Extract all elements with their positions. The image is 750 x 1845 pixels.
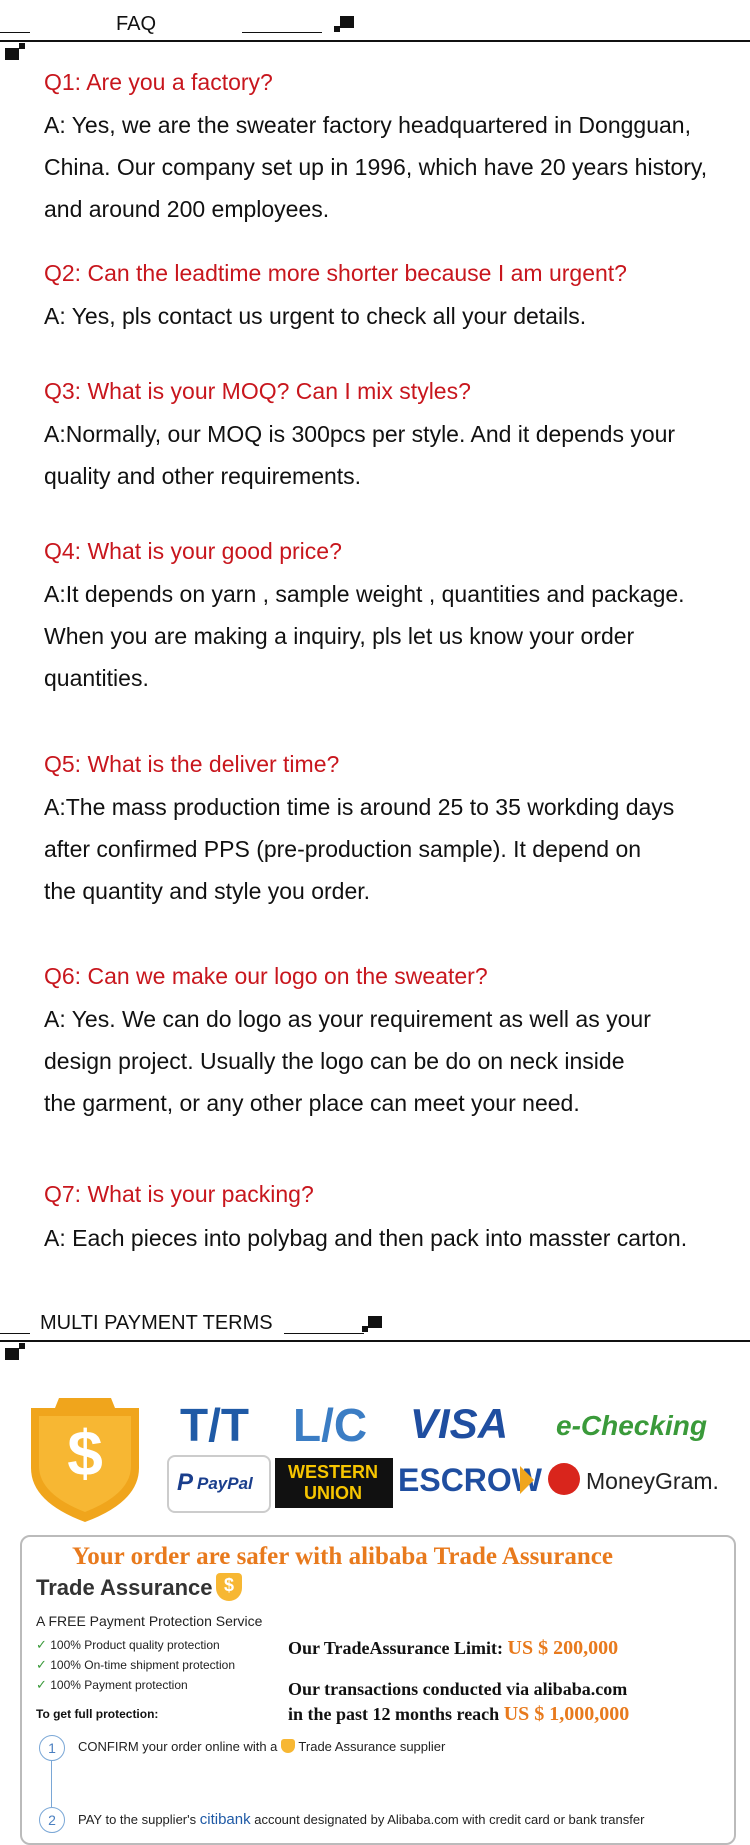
shield-symbol: $ <box>67 1417 103 1489</box>
ta-check-item: ✓ 100% Product quality protection <box>36 1637 220 1652</box>
tt-logo: T/T <box>180 1399 249 1451</box>
header-rule <box>0 40 750 42</box>
corner-block-icon <box>334 26 340 32</box>
corner-block-icon <box>368 1316 382 1328</box>
faq-answer-line: the quantity and style you order. <box>44 878 371 904</box>
escrow-arrow-icon <box>520 1466 534 1494</box>
paypal-logo <box>167 1455 271 1513</box>
ta-headline: Your order are safer with alibaba Trade Assurance <box>72 1543 613 1570</box>
faq-question: Q4: What is your good price? <box>44 538 342 564</box>
header-rule <box>0 1340 750 1342</box>
paypal-p-icon: P <box>177 1469 194 1496</box>
step-2-text: PAY to the supplier's citibank account designated by Alibaba.com with credit card or bank transfer <box>78 1811 645 1828</box>
ta-check-item: ✓ 100% Payment protection <box>36 1677 188 1692</box>
ta-check-item: ✓ 100% On-time shipment protection <box>36 1657 236 1672</box>
check-icon: ✓ <box>36 1637 47 1652</box>
faq-answer-line: A: Yes, pls contact us urgent to check all your details. <box>44 303 587 329</box>
ta-transactions-line1: Our transactions conducted via alibaba.com <box>288 1679 628 1699</box>
ta-small-badge-icon <box>281 1739 295 1753</box>
ta-subtitle: A FREE Payment Protection Service <box>36 1613 263 1629</box>
ta-badge-icon <box>216 1573 242 1601</box>
faq-answer-line: and around 200 employees. <box>44 196 330 222</box>
step-number-1: 1 <box>39 1735 65 1761</box>
corner-block-icon <box>362 1326 368 1332</box>
step-number-2: 2 <box>39 1807 65 1833</box>
faq-answer-line: A:It depends on yarn , sample weight , quantities and package. <box>44 581 685 607</box>
ta-transactions-line2: in the past 12 months reach US $ 1,000,000 <box>288 1703 630 1725</box>
faq-answer-line: A: Each pieces into polybag and then pack into masster carton. <box>44 1225 688 1251</box>
faq-answer-line: A: Yes, we are the sweater factory headquartered in Dongguan, <box>44 112 691 138</box>
corner-block-icon <box>19 43 25 49</box>
ta-protection-label: To get full protection: <box>36 1707 159 1721</box>
header-rule-mid <box>284 1333 364 1334</box>
western-union-logo <box>275 1458 393 1508</box>
faq-question: Q6: Can we make our logo on the sweater? <box>44 963 488 989</box>
moneygram-globe-icon <box>548 1463 580 1495</box>
corner-block-icon <box>19 1343 25 1349</box>
faq-answer-line: design project. Usually the logo can be do on neck inside <box>44 1048 625 1074</box>
ta-limit: Our TradeAssurance Limit: US $ 200,000 <box>288 1637 619 1659</box>
faq-answer-line: When you are making a inquiry, pls let us know your order <box>44 623 635 649</box>
faq-answer-line: A: Yes. We can do logo as your requirement as well as your <box>44 1006 651 1032</box>
lc-logo: L/C <box>293 1399 368 1451</box>
faq-question: Q5: What is the deliver time? <box>44 751 340 777</box>
corner-block-icon <box>5 48 19 60</box>
western-union-line1: WESTERN <box>288 1462 378 1482</box>
echecking-logo: e-Checking <box>556 1410 707 1441</box>
step-connector <box>51 1759 52 1807</box>
faq-title: FAQ <box>116 13 157 35</box>
visa-logo: VISA <box>410 1400 509 1447</box>
paypal-label: PayPal <box>197 1474 253 1493</box>
faq-question: Q7: What is your packing? <box>44 1181 314 1207</box>
faq-answer-line: quality and other requirements. <box>44 463 362 489</box>
ta-limit-value: US $ 200,000 <box>507 1637 619 1659</box>
corner-block-icon <box>340 16 354 28</box>
faq-answer-line: China. Our company set up in 1996, which have 20 years history, <box>44 154 708 180</box>
faq-answer-line: quantities. <box>44 665 149 691</box>
moneygram-logo: MoneyGram. <box>586 1468 719 1494</box>
step-1-text: CONFIRM your order online with a Trade Assurance supplier <box>78 1739 446 1754</box>
escrow-logo: ESCROW <box>398 1462 542 1498</box>
trade-assurance-box <box>20 1535 736 1845</box>
ta-badge-symbol: $ <box>223 1575 234 1595</box>
faq-answer-line: the garment, or any other place can meet your need. <box>44 1090 580 1116</box>
western-union-line2: UNION <box>304 1483 362 1503</box>
faq-question: Q1: Are you a factory? <box>44 69 273 95</box>
faq-answer-line: after confirmed PPS (pre-production sample). It depend on <box>44 836 642 862</box>
header-rule-mid <box>242 32 322 33</box>
check-icon: ✓ <box>36 1657 47 1672</box>
faq-question: Q3: What is your MOQ? Can I mix styles? <box>44 378 471 404</box>
ta-title: Trade Assurance <box>36 1575 213 1600</box>
check-icon: ✓ <box>36 1677 47 1692</box>
faq-answer-line: A:The mass production time is around 25 to 35 workding days <box>44 794 675 820</box>
faq-question: Q2: Can the leadtime more shorter because I am urgent? <box>44 260 627 286</box>
dollar-shield-icon <box>25 1398 145 1522</box>
corner-block-icon <box>5 1348 19 1360</box>
citibank-logo: citibank <box>199 1811 251 1828</box>
ta-transactions-value: US $ 1,000,000 <box>503 1703 630 1725</box>
payment-title: MULTI PAYMENT TERMS <box>40 1312 273 1334</box>
faq-answer-line: A:Normally, our MOQ is 300pcs per style. And it depends your <box>44 421 676 447</box>
header-rule-left <box>0 1333 30 1334</box>
header-rule-left <box>0 32 30 33</box>
